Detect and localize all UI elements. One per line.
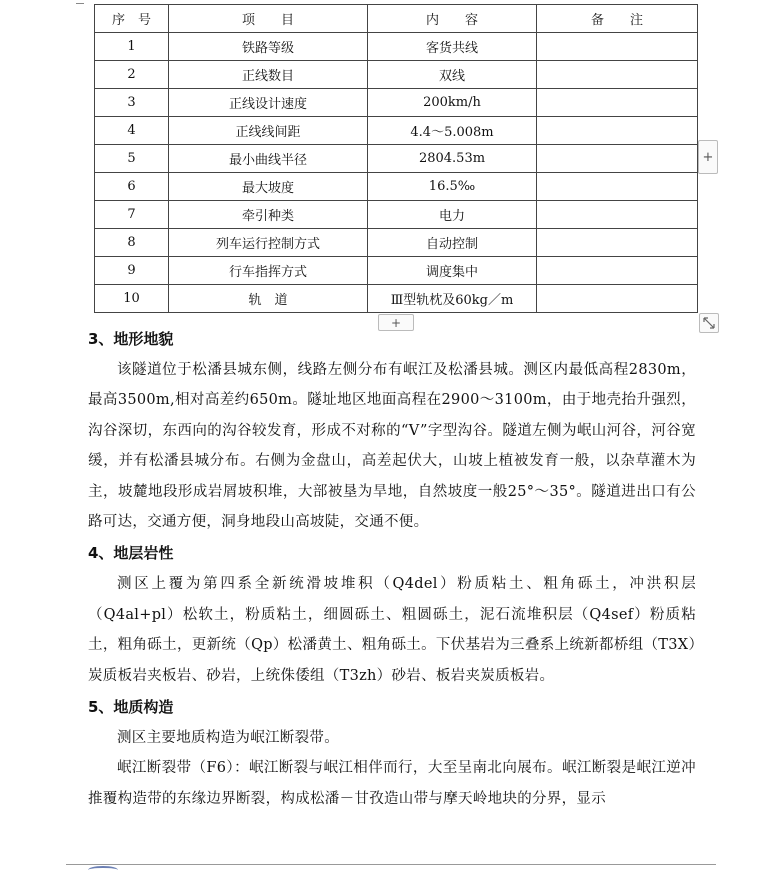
cell-item: 正线数目	[169, 61, 368, 89]
add-column-button[interactable]	[698, 140, 718, 174]
header-content: 内 容	[368, 5, 537, 33]
table-header-row	[95, 5, 698, 33]
paragraph-strata: 测区上覆为第四系全新统滑坡堆积（Q4del）粉质粘土、粗角砾土，冲洪积层（Q4al+pl）松软土，粉质粘土，细圆砾土、粗圆砾土，泥石流堆积层（Q4sef）粉质粘土，粗角砾土，更新统（Qp）松潘黄土、粗角砾土。下伏基岩为三叠系上统新都桥组（T3X）炭质板岩夹板岩、砂岩，上统侏倭组（T3zh）砂岩、板岩夹炭质板岩。	[88, 576, 696, 684]
plus-icon: +	[390, 315, 402, 330]
table-row	[95, 285, 698, 313]
cell-no: 3	[95, 89, 169, 117]
paragraph-structure-fault: 岷江断裂带（F6）：岷江断裂与岷江相伴而行，大至呈南北向展布。岷江断裂是岷江逆冲推覆构造带的东缘边界断裂，构成松潘－甘孜造山带与摩天岭地块的分界，显示	[88, 760, 696, 807]
cell-no: 2	[95, 61, 169, 89]
table-row	[95, 173, 698, 201]
table-row	[95, 61, 698, 89]
table-row	[95, 229, 698, 257]
cell-note	[537, 257, 698, 285]
cell-note	[537, 201, 698, 229]
table-row	[95, 89, 698, 117]
cell-note	[537, 61, 698, 89]
cell-no: 9	[95, 257, 169, 285]
cell-no: 5	[95, 145, 169, 173]
cell-item: 正线线间距	[169, 117, 368, 145]
cell-content: 4.4～5.008m	[368, 117, 537, 145]
cell-content: Ⅲ型轨枕及60kg／m	[368, 285, 537, 313]
cell-note	[537, 229, 698, 257]
paragraph-structure-intro: 测区主要地质构造为岷江断裂带。	[117, 730, 339, 747]
cell-item: 牵引种类	[169, 201, 368, 229]
cell-note	[537, 285, 698, 313]
cell-no: 6	[95, 173, 169, 201]
paragraph-terrain: 该隧道位于松潘县城东侧，线路左侧分布有岷江及松潘县城。测区内最低高程2830m，最高3500m,相对高差约650m。隧址地区地面高程在2900～3100m，由于地壳抬升强烈，沟谷深切，东西向的沟谷较发育，形成不对称的“V”字型沟谷。隧道左侧为岷山河谷，河谷宽缓，并有松潘县城分布。右侧为金盘山，高差起伏大，山坡上植被发育一般，以杂草灌木为主，坡麓地段形成岩屑坡积堆，大部被垦为旱地，自然坡度一般25°～35°。隧道进出口有公路可达，交通方便，洞身地段山高坡陡，交通不便。	[88, 362, 696, 531]
section-heading-strata: 4、地层岩性	[88, 544, 174, 563]
cell-item: 行车指挥方式	[169, 257, 368, 285]
section-heading-structure: 5、地质构造	[88, 698, 174, 717]
cell-content: 客货共线	[368, 33, 537, 61]
railway-parameters-table	[94, 4, 698, 313]
header-no: 序 号	[95, 5, 169, 33]
cell-item: 最大坡度	[169, 173, 368, 201]
cell-item: 正线设计速度	[169, 89, 368, 117]
header-note: 备 注	[537, 5, 698, 33]
cell-item: 铁路等级	[169, 33, 368, 61]
cell-note	[537, 145, 698, 173]
table-row	[95, 201, 698, 229]
header-item: 项 目	[169, 5, 368, 33]
cell-content: 200km/h	[368, 89, 537, 117]
section-heading-terrain: 3、地形地貌	[88, 330, 174, 348]
cell-content: 自动控制	[368, 229, 537, 257]
cell-no: 10	[95, 285, 169, 313]
cell-content: 2804.53m	[368, 145, 537, 173]
cell-no: 1	[95, 33, 169, 61]
table-row	[95, 117, 698, 145]
cell-note	[537, 117, 698, 145]
cell-content: 电力	[368, 201, 537, 229]
cell-content: 16.5‰	[368, 173, 537, 201]
table-row	[95, 145, 698, 173]
cell-no: 4	[95, 117, 169, 145]
page-footer-divider	[66, 864, 716, 865]
cell-no: 8	[95, 229, 169, 257]
cell-note	[537, 33, 698, 61]
resize-arrows-icon	[700, 314, 718, 332]
cell-no: 7	[95, 201, 169, 229]
table-row	[95, 33, 698, 61]
table-resize-handle[interactable]	[699, 313, 719, 333]
cell-content: 双线	[368, 61, 537, 89]
cell-content: 调度集中	[368, 257, 537, 285]
plus-icon: +	[702, 149, 714, 165]
cell-item: 轨 道	[169, 285, 368, 313]
cell-item: 最小曲线半径	[169, 145, 368, 173]
footer-logo	[88, 866, 118, 874]
document-body	[88, 323, 696, 814]
cell-note	[537, 89, 698, 117]
cell-note	[537, 173, 698, 201]
cell-item: 列车运行控制方式	[169, 229, 368, 257]
table-row	[95, 257, 698, 285]
page-corner-mark	[76, 0, 84, 4]
